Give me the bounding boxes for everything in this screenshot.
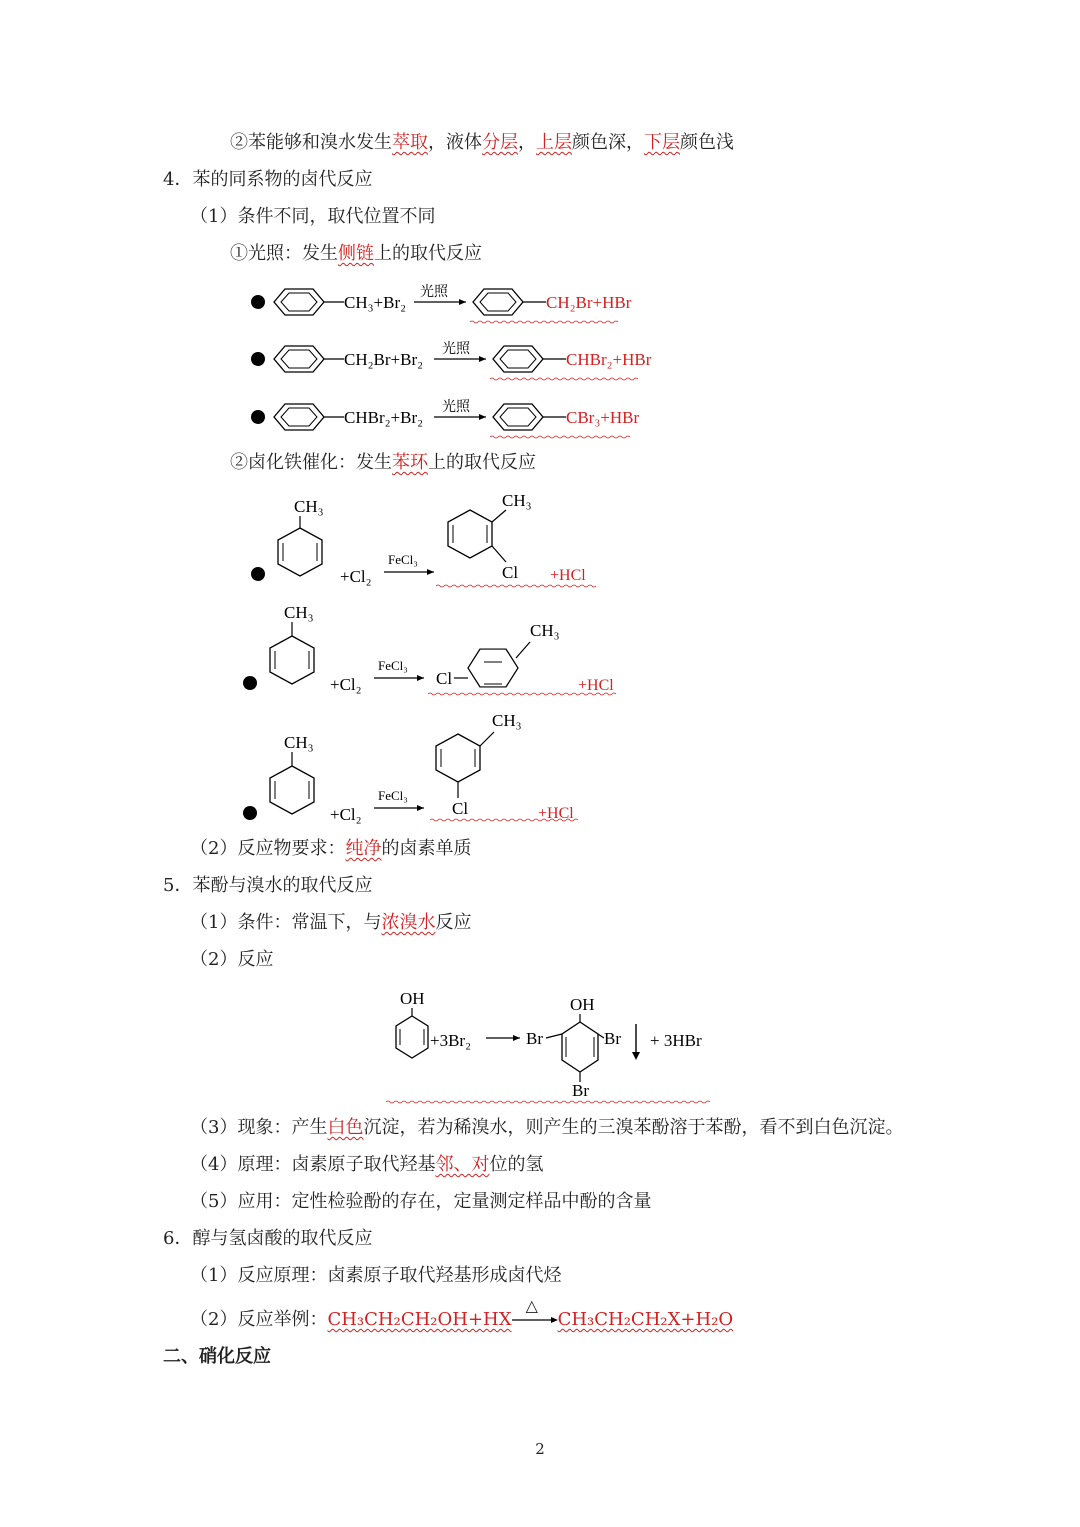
methyl-label: CH₃ [294, 497, 324, 516]
benzene-icon [396, 1016, 428, 1058]
reaction-light-2 [270, 337, 690, 387]
bromo-label: Br [572, 1081, 589, 1100]
bullet [251, 567, 265, 581]
product-text: CH₂Br+HBr [546, 293, 632, 312]
answer-white: 白色 [327, 1117, 364, 1138]
benzene-icon [473, 289, 523, 315]
hcl-text: +HCl [538, 805, 574, 822]
benzene-icon [468, 649, 518, 687]
methyl-label: CH₃ [284, 603, 314, 622]
condition-fecl3: FeCl₃ [388, 552, 418, 567]
condition-light: 光照 [420, 285, 448, 300]
reaction-fecl3-meta [262, 706, 602, 824]
methyl-label: CH₃ [492, 711, 522, 730]
reagent-text: +Cl₂ [330, 805, 362, 824]
bullet [251, 295, 265, 309]
answer-alcohol-reactants: CH₃CH₂CH₂OH+HX [327, 1309, 512, 1330]
line-reactant-req: （2）反应物要求：纯净的卤素单质 [190, 838, 472, 859]
answer-ortho-para: 邻、对 [435, 1154, 490, 1175]
benzene-icon [493, 404, 543, 430]
line-light: ①光照：发生侧链上的取代反应 [230, 243, 482, 264]
hcl-text: +HCl [578, 677, 614, 694]
methyl-label: CH₃ [502, 491, 532, 510]
hydroxyl-label: OH [400, 989, 425, 1008]
answer-benzene-ring: 苯环 [392, 452, 428, 473]
benzene-icon [562, 1022, 598, 1072]
reaction-fecl3-para [262, 598, 632, 698]
bullet [243, 676, 257, 690]
line-alcohol-principle: （1）反应原理：卤素原子取代羟基形成卤代烃 [190, 1265, 562, 1286]
heat-condition-icon: △ [525, 1296, 538, 1315]
bullet [251, 352, 265, 366]
answer-lower-layer: 下层 [644, 132, 680, 153]
reaction-fecl3-ortho [270, 488, 610, 588]
section-heading-nitration: 二、硝化反应 [163, 1346, 271, 1367]
line-fecl3: ②卤化铁催化：发生苯环上的取代反应 [230, 452, 536, 473]
bullet [243, 806, 257, 820]
condition-light: 光照 [442, 400, 470, 415]
reagent-text: +Cl₂ [330, 675, 362, 694]
chloro-label: Cl [502, 563, 519, 582]
line-alcohol-example: （2）反应举例：CH₃CH₂CH₂OH+HX △ CH₃CH₂CH₂X+H₂O [190, 1296, 734, 1330]
product-text: CBr₃+HBr [566, 408, 640, 427]
benzene-icon [274, 346, 324, 372]
reaction-phenol [384, 982, 724, 1108]
condition-fecl3: FeCl₃ [378, 788, 408, 803]
benzene-icon [448, 510, 492, 558]
subheading-1: （1）条件不同，取代位置不同 [190, 206, 436, 227]
benzene-icon [493, 346, 543, 372]
benzene-icon [278, 528, 322, 576]
methyl-label: CH₃ [530, 621, 560, 640]
answer-conc-bromine-water: 浓溴水 [381, 912, 436, 933]
reagent-text: +Cl₂ [340, 567, 372, 586]
heat-arrow [512, 1296, 558, 1330]
benzene-icon [270, 766, 314, 814]
benzene-icon [274, 404, 324, 430]
answer-pure: 纯净 [345, 838, 382, 859]
answer-alcohol-products: CH₃CH₂CH₂X+H₂O [557, 1309, 734, 1330]
answer-upper-layer: 上层 [536, 132, 572, 153]
reaction-light-1 [270, 280, 670, 330]
page-number: 2 [535, 1440, 545, 1458]
methyl-label: CH₃ [284, 733, 314, 752]
chloro-label: Cl [436, 669, 453, 688]
bromo-label: Br [526, 1029, 543, 1048]
benzene-icon [270, 636, 314, 684]
bromo-label: Br [604, 1029, 621, 1048]
line-extraction: ②苯能够和溴水发生萃取，液体分层，上层颜色深，下层颜色浅 [230, 132, 734, 153]
precipitate-arrow-icon [632, 1024, 640, 1060]
line-phenol-reaction: （2）反应 [190, 949, 274, 970]
heading-6: 6．醇与氢卤酸的取代反应 [163, 1228, 373, 1249]
benzene-icon [274, 289, 324, 315]
benzene-icon [436, 734, 480, 782]
line-principle: （4）原理：卤素原子取代羟基邻、对位的氢 [190, 1154, 544, 1175]
hbr-text: + 3HBr [650, 1031, 702, 1050]
line-phenol-condition: （1）条件：常温下，与浓溴水反应 [190, 912, 472, 933]
line-phenomenon: （3）现象：产生白色沉淀，若为稀溴水，则产生的三溴苯酚溶于苯酚，看不到白色沉淀。 [190, 1117, 904, 1138]
answer-side-chain: 侧链 [338, 243, 374, 264]
reactant-text: CH₃+Br₂ [344, 293, 407, 312]
reaction-light-3 [270, 395, 690, 445]
chloro-label: Cl [452, 799, 469, 818]
product-text: CHBr₂+HBr [566, 350, 652, 369]
line-application: （5）应用：定性检验酚的存在，定量测定样品中酚的含量 [190, 1191, 652, 1212]
reactant-text: CHBr₂+Br₂ [344, 408, 424, 427]
heading-5: 5．苯酚与溴水的取代反应 [163, 875, 373, 896]
answer-layering: 分层 [482, 132, 518, 153]
condition-light: 光照 [442, 342, 470, 357]
condition-fecl3: FeCl₃ [378, 658, 408, 673]
reactant-text: CH₂Br+Br₂ [344, 350, 424, 369]
answer-extraction: 萃取 [392, 132, 428, 153]
reagent-text: +3Br₂ [430, 1031, 472, 1050]
bullet [251, 410, 265, 424]
hydroxyl-label: OH [570, 995, 595, 1014]
heading-4: 4．苯的同系物的卤代反应 [163, 169, 373, 190]
hcl-text: +HCl [550, 567, 586, 584]
